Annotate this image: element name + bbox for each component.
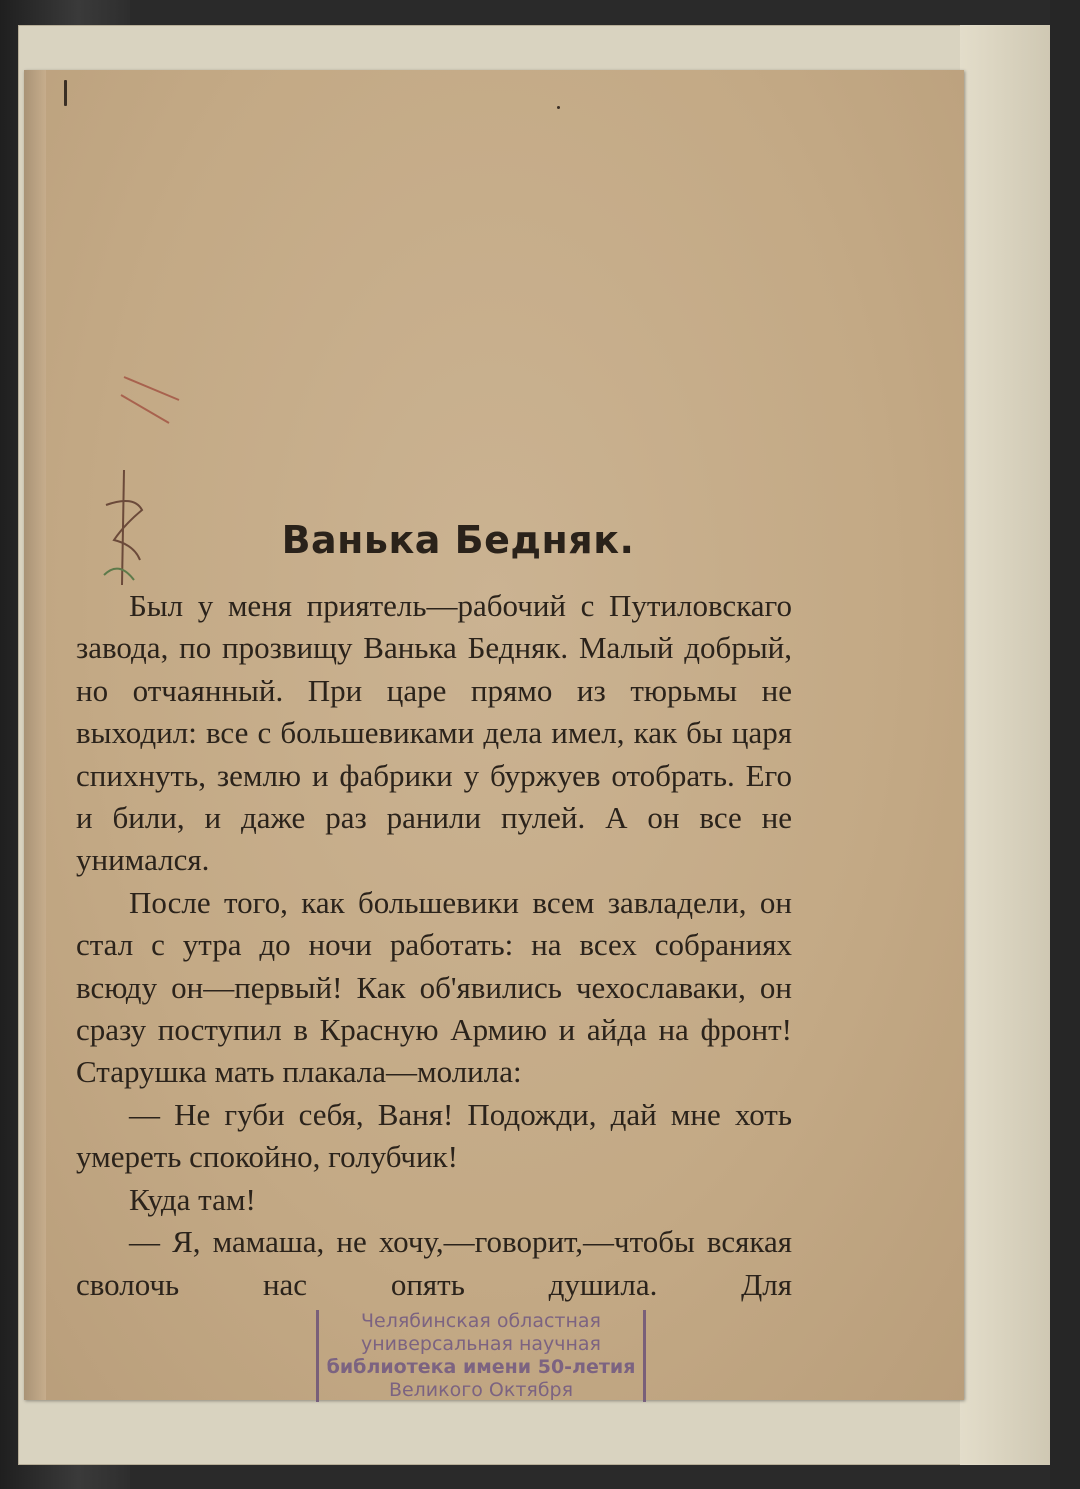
library-stamp [316,1310,646,1402]
body-text [76,585,792,1306]
page-speck [557,106,560,109]
stamp-line: библиотека имени 50-летия [326,1356,636,1378]
cover-fold [960,25,1050,1465]
paragraph: Был у меня приятель—рабочий с Путиловскаго завода, по прозвищу Ванька Бедняк. Малый добрый, но отчаянный. При царе прямо из тюрьмы не выходил: все с большевиками дела имел, как бы царя спихнуть, землю и фабрики у буржуев отобрать. Его и били, и даже раз ранили пулей. А он все не унимался. [76,588,792,878]
stamp-line: Великого Октября [388,1379,574,1401]
paragraph: После того, как большевики всем завладели, он стал с утра до ночи работать: на всех собраниях всюду он—первый! Как об'явились чехославаки, он сразу поступил в Красную Армию и айда на фронт! Старушка мать плакала—молила: [76,884,792,1090]
paragraph: — Я, мамаша, не хочу,—говорит,—чтобы всякая сволочь нас опять душила. Для [76,1224,792,1302]
page-gutter [24,70,46,1400]
book-page [24,70,964,1400]
paragraph: — Не губи себя, Ваня! Подожди, дай мне хоть умереть спокойно, голубчик! [76,1096,792,1175]
pencil-mark-number [119,365,209,425]
stamp-line: универсальная научная [361,1333,601,1355]
chapter-title: Ванька Бедняк. [281,518,635,562]
stamp-line: Челябинская областная [361,1310,601,1332]
paragraph: Куда там! [129,1181,256,1217]
page-mark [64,80,67,106]
background-edge [1050,0,1080,1489]
